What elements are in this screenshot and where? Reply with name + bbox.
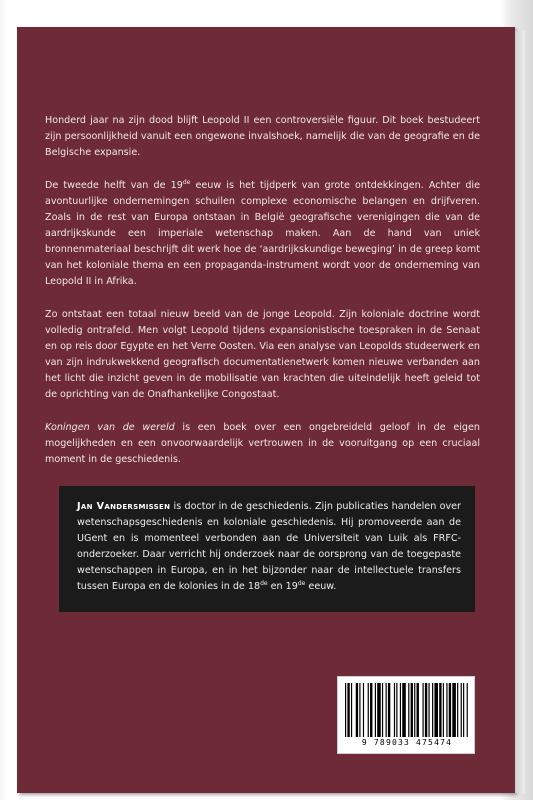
isbn-number: 9 789033 475474: [361, 738, 453, 747]
barcode-bar: [446, 683, 447, 737]
blurb-text: [45, 113, 480, 468]
barcode-panel: [337, 676, 475, 754]
barcode-bar: [428, 683, 429, 737]
barcode-bar: [423, 683, 424, 737]
barcode-bar: [452, 683, 456, 737]
barcode-bar: [375, 683, 376, 737]
blurb-paragraph-2: De tweede helft van de 19de eeuw is het tijdperk van grote ontdekkingen. Achter die avontuurlijke ondernemingen schuilen complexe economische belangen en drijfveren. Zoals in de rest van Europa ontstaan in België geografische verenigingen die van de aardrijkskunde een imperiale wetenschap maken. Aan de hand van uniek bronnenmateriaal beschrijft dit werk hoe de ‘aardrijkskundige beweging’ in de greep komt van het koloniale thema en een propaganda-instrument wordt voor de onderneming van Leopold II in Afrika.: [45, 178, 480, 287]
author-name: Jan Vandersmissen: [77, 501, 171, 512]
blurb-paragraph-1: Honderd jaar na zijn dood blijft Leopold II een controversiële figuur. Dit boek bestudeert zijn persoonlijkheid vanuit een ongewone invalshoek, namelijk die van de geografie en de Belgische expansie.: [45, 115, 480, 158]
book-title: Koningen van de wereld: [45, 422, 175, 433]
barcode-bar: [402, 683, 406, 737]
barcode-bar: [370, 683, 372, 737]
blurb-paragraph-3: Zo ontstaat een totaal nieuw beeld van de jonge Leopold. Zijn koloniale doctrine wordt volledig ontrafeld. Men volgt Leopold tijdens expansionistische toespraken in de Senaat en op reis door Egypte en het Verre Oosten. Via een analyse van Leopolds studeerwerk en van zijn indrukwekkend geografisch documentatienetwerk komen nieuwe verbanden aan het licht die inzicht geven in de mobilisatie van krachten die uiteindelijk heeft geleid tot de oprichting van de Onafhankelijke Congostaat.: [45, 309, 480, 400]
barcode-bar: [400, 683, 401, 737]
barcode-bar: [347, 683, 349, 737]
barcode-bar: [351, 683, 352, 737]
barcode-bar: [386, 683, 387, 737]
barcode-bar: [408, 683, 409, 737]
barcode-bar: [417, 683, 419, 737]
barcode-bar: [396, 683, 397, 737]
barcode-bar: [439, 683, 441, 737]
barcode-bar: [432, 683, 433, 737]
barcode-bar: [461, 683, 462, 737]
barcode-bar: [382, 683, 383, 737]
blurb-paragraph-4: Koningen van de wereld is een boek over een ongebreideld geloof in de eigen mogelijkheden en een onvoorwaardelijk vertrouwen in de vooruitgang op een cruciaal moment in de geschiedenis.: [45, 422, 480, 465]
barcode-bar: [414, 683, 415, 737]
barcode-bar: [425, 683, 427, 737]
barcode-bar: [411, 683, 413, 737]
barcode-bar: [368, 683, 369, 737]
barcode-bar: [388, 683, 390, 737]
barcode-bar: [394, 683, 395, 737]
barcode-bar: [449, 683, 451, 737]
author-bio-box: Jan Vandersmissen is doctor in de geschiedenis. Zijn publicaties handelen over wetenschapsgeschiedenis en koloniale geschiedenis. Hij promoveerde aan de UGent en is momenteel verbonden aan de Universiteit van Luik als FRFC-onderzoeker. Daar verricht hij onderzoek naar de oorsprong van de toegepaste wetenschappen in Europa, en in het bijzonder naar de intellectuele transfers tussen Europa en de kolonies in de 18de en 19de eeuw.: [59, 486, 475, 612]
barcode-bar: [434, 683, 438, 737]
barcode-bar: [457, 683, 458, 737]
barcode-bar: [467, 683, 468, 737]
barcode-bar: [463, 683, 464, 737]
barcode: [345, 683, 469, 737]
barcode-bar: [345, 683, 346, 737]
barcode-bar: [443, 683, 444, 737]
barcode-bar: [377, 683, 381, 737]
barcode-bar: [363, 683, 364, 737]
barcode-bar: [359, 683, 360, 737]
barcode-bar: [356, 683, 358, 737]
